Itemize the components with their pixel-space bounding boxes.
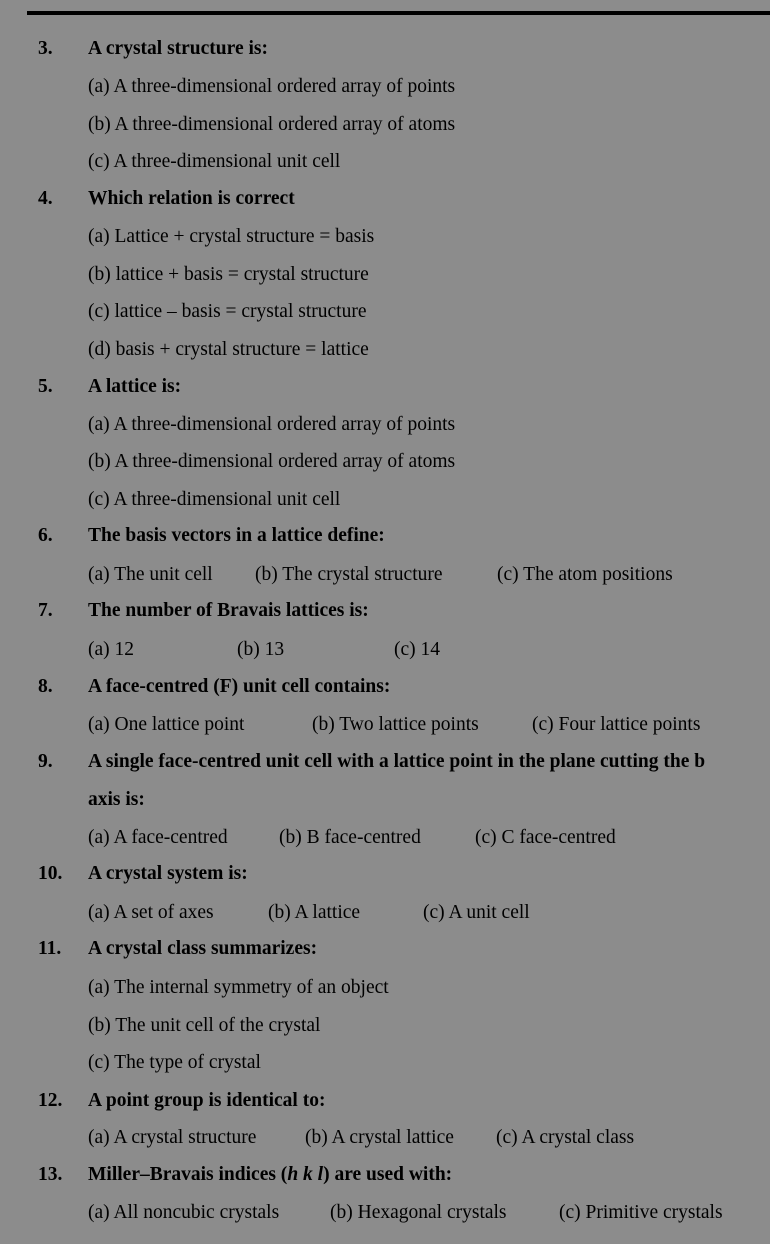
question-number: 13. [38, 1164, 63, 1185]
option-a: (a) One lattice point [88, 714, 245, 735]
option-c: (c) lattice – basis = crystal structure [88, 301, 367, 322]
option-a: (a) Lattice + crystal structure = basis [88, 226, 375, 247]
option-c: (c) The type of crystal [88, 1052, 261, 1073]
option-a: (a) A three-dimensional ordered array of points [88, 76, 456, 97]
option-b: (b) Hexagonal crystals [330, 1202, 507, 1223]
question-number: 8. [38, 676, 53, 697]
question-text: A point group is identical to: [88, 1090, 326, 1111]
question-text: A crystal structure is: [88, 38, 268, 59]
option-b: (b) A crystal lattice [305, 1127, 454, 1148]
option-c: (c) A unit cell [423, 902, 530, 923]
option-b: (b) A three-dimensional ordered array of atoms [88, 114, 456, 135]
question-number: 10. [38, 863, 63, 884]
question-text-continued: axis is: [88, 789, 145, 810]
question-text: The number of Bravais lattices is: [88, 600, 369, 621]
question-number: 11. [38, 938, 62, 959]
option-b: (b) A three-dimensional ordered array of atoms [88, 451, 456, 472]
option-c: (c) A crystal class [496, 1127, 635, 1148]
question-number: 6. [38, 525, 53, 546]
option-c: (c) C face-centred [475, 827, 616, 848]
option-c: (c) Four lattice points [532, 714, 701, 735]
option-a: (a) 12 [88, 639, 135, 660]
option-b: (b) Two lattice points [312, 714, 479, 735]
option-a: (a) A three-dimensional ordered array of points [88, 414, 456, 435]
option-c: (c) Primitive crystals [559, 1202, 723, 1223]
option-d: (d) basis + crystal structure = lattice [88, 339, 369, 360]
option-c: (c) 14 [394, 639, 441, 660]
question-number: 4. [38, 188, 53, 209]
question-number: 12. [38, 1090, 63, 1111]
question-number: 5. [38, 376, 53, 397]
question-text: A lattice is: [88, 376, 182, 397]
option-c: (c) The atom positions [497, 564, 673, 585]
option-a: (a) The internal symmetry of an object [88, 977, 389, 998]
question-text: Miller–Bravais indices (h k l) are used with: [88, 1164, 453, 1185]
option-b: (b) The unit cell of the crystal [88, 1015, 321, 1036]
question-text: A crystal class summarizes: [88, 938, 318, 959]
option-b: (b) The crystal structure [255, 564, 443, 585]
question-text: The basis vectors in a lattice define: [88, 525, 385, 546]
option-a: (a) A crystal structure [88, 1127, 257, 1148]
question-text: A single face-centred unit cell with a lattice point in the plane cutting the b [88, 751, 706, 772]
option-b: (b) A lattice [268, 902, 361, 923]
question-number: 3. [38, 38, 53, 59]
question-text: Which relation is correct [88, 188, 295, 209]
top-rule [27, 11, 770, 15]
option-b: (b) lattice + basis = crystal structure [88, 264, 369, 285]
option-b: (b) B face-centred [279, 827, 421, 848]
question-text: A face-centred (F) unit cell contains: [88, 676, 391, 697]
option-a: (a) A face-centred [88, 827, 228, 848]
question-number: 9. [38, 751, 53, 772]
option-a: (a) The unit cell [88, 564, 213, 585]
question-text: A crystal system is: [88, 863, 248, 884]
option-c: (c) A three-dimensional unit cell [88, 489, 341, 510]
option-a: (a) All noncubic crystals [88, 1202, 280, 1223]
question-number: 7. [38, 600, 53, 621]
option-c: (c) A three-dimensional unit cell [88, 151, 341, 172]
option-b: (b) 13 [237, 639, 285, 660]
option-a: (a) A set of axes [88, 902, 214, 923]
